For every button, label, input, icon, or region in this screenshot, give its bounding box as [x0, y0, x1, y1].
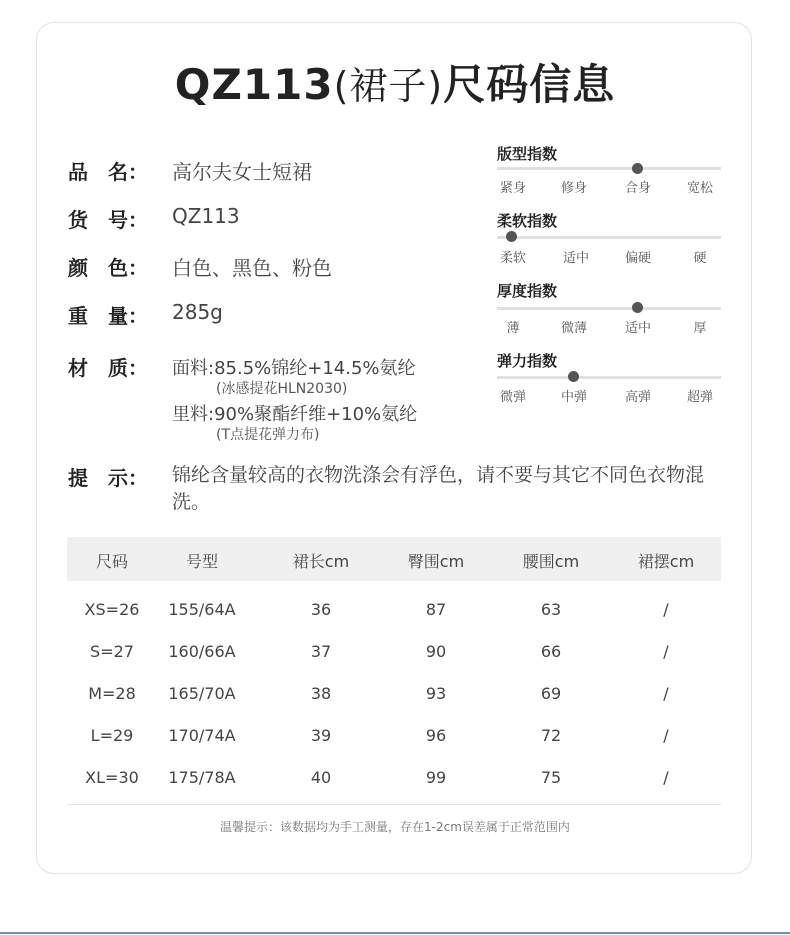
- table-cell: 87: [425, 600, 447, 619]
- table-cell: 66: [540, 642, 562, 661]
- table-cell: /: [663, 600, 669, 619]
- index-track: [497, 376, 721, 379]
- table-cell: /: [663, 726, 669, 745]
- title-main: 尺码信息: [443, 60, 616, 109]
- index-thickness: [497, 280, 721, 336]
- table-cell: /: [663, 768, 669, 787]
- material-face-note: (冰感提花HLN2030): [216, 381, 348, 397]
- table-cell: M=28: [88, 684, 136, 703]
- table-cell: 75: [540, 768, 562, 787]
- index-name: 厚度指数: [497, 282, 558, 300]
- table-cell: 40: [310, 768, 332, 787]
- info-label: 材 质：: [68, 356, 148, 380]
- index-elasticity: [497, 350, 721, 405]
- column-header: 腰围cm: [522, 552, 580, 571]
- material-lining-note: (T点提花弹力布): [216, 427, 320, 443]
- index-option: 柔软: [499, 251, 526, 266]
- table-cell: 37: [310, 642, 332, 661]
- size-table-header: [67, 537, 721, 581]
- index-option: 微薄: [560, 321, 587, 336]
- table-cell: S=27: [90, 642, 134, 661]
- bottom-divider: [0, 932, 790, 934]
- index-marker: [632, 302, 643, 313]
- index-option: 薄: [506, 321, 520, 336]
- table-cell: L=29: [90, 726, 134, 745]
- info-label: 颜 色：: [68, 256, 148, 280]
- index-name: 柔软指数: [497, 212, 558, 230]
- tip-label: 提 示：: [68, 466, 148, 490]
- table-row: [67, 758, 721, 800]
- table-cell: 69: [540, 684, 562, 703]
- index-option: 适中: [624, 321, 651, 336]
- table-cell: XL=30: [85, 768, 139, 787]
- footnote: 温馨提示：该数据均为手工测量，存在1-2cm误差属于正常范围内: [220, 820, 570, 834]
- column-header: 号型: [185, 552, 218, 571]
- table-row: [67, 716, 721, 758]
- table-row: [67, 674, 721, 716]
- table-cell: 93: [425, 684, 447, 703]
- index-fit: [497, 143, 721, 196]
- index-option: 高弹: [624, 390, 651, 405]
- index-option: 宽松: [686, 181, 713, 196]
- table-cell: 90: [425, 642, 447, 661]
- table-row: [67, 590, 721, 632]
- index-track: [497, 236, 721, 239]
- tip-text: 锦纶含量较高的衣物洗涤会有浮色，请不要与其它不同色衣物混洗。: [172, 464, 705, 513]
- table-cell: 99: [425, 768, 447, 787]
- info-value: 285g: [172, 300, 223, 324]
- column-header: 裙摆cm: [637, 552, 695, 571]
- column-header: 裙长cm: [292, 552, 350, 571]
- info-value: 高尔夫女士短裙: [172, 160, 312, 184]
- index-option: 修身: [560, 181, 587, 196]
- index-option: 硬: [693, 251, 707, 266]
- title-paren: (裙子): [333, 64, 444, 108]
- info-label: 货 号：: [68, 208, 148, 232]
- index-track: [497, 167, 721, 170]
- table-cell: /: [663, 642, 669, 661]
- info-value: 白色、黑色、粉色: [172, 256, 332, 280]
- table-divider: [67, 804, 721, 805]
- index-marker: [506, 231, 517, 242]
- table-cell: 96: [425, 726, 447, 745]
- index-option: 超弹: [686, 390, 713, 405]
- table-cell: 72: [540, 726, 562, 745]
- info-value: QZ113: [172, 204, 240, 228]
- column-header: 尺码: [95, 552, 128, 571]
- info-label: 重 量：: [68, 304, 148, 328]
- index-name: 弹力指数: [497, 352, 558, 370]
- info-label: 品 名：: [68, 160, 148, 184]
- table-cell: 175/78A: [168, 768, 236, 787]
- page-title: [0, 52, 790, 112]
- index-marker: [632, 163, 643, 174]
- table-cell: 165/70A: [168, 684, 236, 703]
- index-option: 适中: [562, 251, 589, 266]
- column-header: 臀围cm: [407, 552, 465, 571]
- material-lining: 里料:90%聚酯纤维+10%氨纶: [172, 404, 418, 425]
- table-cell: 155/64A: [168, 600, 236, 619]
- title-code: QZ113: [174, 60, 334, 109]
- index-option: 偏硬: [624, 251, 651, 266]
- material-face: 面料:85.5%锦纶+14.5%氨纶: [172, 358, 416, 379]
- table-cell: 63: [540, 600, 562, 619]
- table-cell: 36: [310, 600, 332, 619]
- table-cell: 170/74A: [168, 726, 236, 745]
- table-cell: 38: [310, 684, 332, 703]
- index-softness: [497, 210, 721, 266]
- table-cell: 160/66A: [168, 642, 236, 661]
- index-track: [497, 307, 721, 310]
- index-marker: [568, 371, 579, 382]
- index-option: 微弹: [499, 390, 526, 405]
- table-cell: XS=26: [84, 600, 140, 619]
- table-cell: /: [663, 684, 669, 703]
- index-name: 版型指数: [497, 145, 558, 163]
- index-option: 合身: [624, 181, 651, 196]
- table-row: [67, 632, 721, 674]
- table-cell: 39: [310, 726, 332, 745]
- index-option: 中弹: [560, 390, 587, 405]
- index-option: 紧身: [499, 181, 526, 196]
- index-option: 厚: [693, 321, 707, 336]
